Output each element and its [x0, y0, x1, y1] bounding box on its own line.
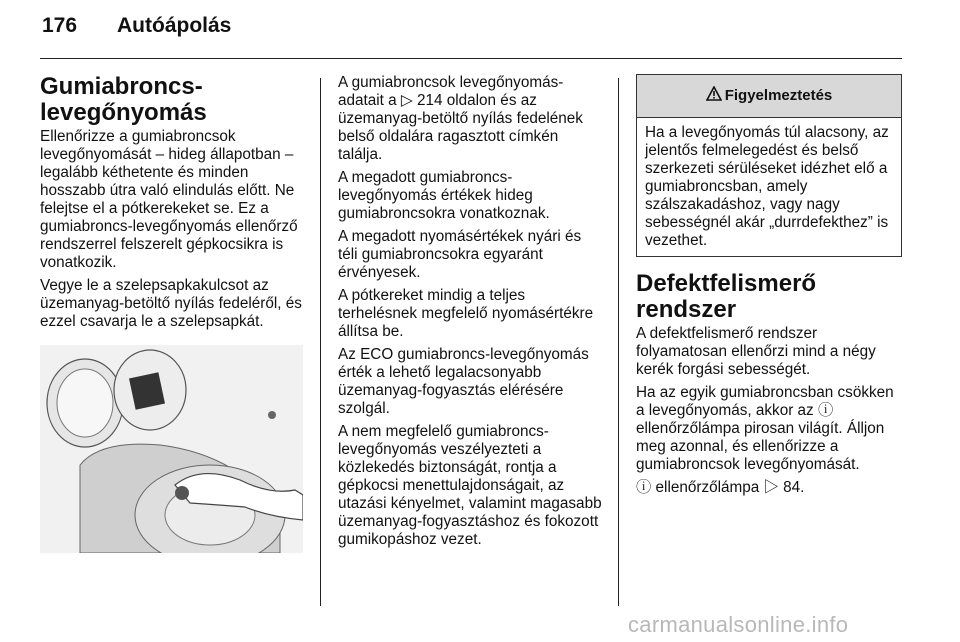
- paragraph: A gumiabroncsok levegőnyomás-adatait a ▷ 214 oldalon és az üzemanyag-betöltő nyílás fedelének belső oldalára ragasztott címkén találja.: [338, 74, 583, 163]
- column-divider: [320, 78, 321, 606]
- warning-text: Ha a levegőnyomás túl alacsony, az jelentős felmelegedést és belső szerkezeti sérüléseket idézhet elő a gumiabroncsban, amely szálszakadáshoz, vagy nagy sebességnél akár „durrdefekthez” is vezethet.: [645, 124, 889, 249]
- warning-header: [637, 75, 901, 118]
- column-divider: [618, 78, 619, 606]
- warning-box: [636, 74, 902, 257]
- warning-triangle-icon: [706, 86, 722, 106]
- watermark: carmanualsonline.info: [628, 612, 849, 637]
- paragraph: Ha az egyik gumiabroncsban csökken a levegőnyomás, akkor az ⓘ ellenőrzőlámpa pirosan világít. Álljon meg azonnal, és ellenőrizze a gumiabroncsok levegőnyomását.: [636, 384, 894, 473]
- header-rule: [40, 58, 902, 59]
- paragraph: Az ECO gumiabroncs-levegőnyomás érték a lehető legalacsonyabb üzemanyag-fogyasztás elérésére szolgál.: [338, 346, 589, 417]
- paragraph: Ellenőrizze a gumiabroncsok levegőnyomását – hideg állapotban – legalább kéthetente és minden hosszabb útra való elindulás előtt. Ne felejtse el a pótkerekeket se. Ez a gumiabroncs-levegőnyomás ellenőrző rendszerrel felszerelt gépkocsikra is vonatkozik.: [40, 128, 298, 271]
- column-1: [40, 74, 305, 553]
- paragraph: Vegye le a szelepsapkakulcsot az üzemanyag-betöltő nyílás fedeléről, és ezzel csavarja le a szelepsapkát.: [40, 277, 302, 330]
- warning-title: Figyelmeztetés: [724, 87, 833, 104]
- section-heading-tyre-pressure: Gumiabroncs- levegőnyomás: [40, 73, 207, 126]
- paragraph: ⓘ ellenőrzőlámpa ▷ 84.: [636, 479, 805, 496]
- column-2: [338, 74, 604, 554]
- valve-cap-illustration: [40, 345, 303, 553]
- paragraph: A megadott gumiabroncs-levegőnyomás értékek hideg gumiabroncsokra vonatkoznak.: [338, 169, 550, 222]
- page-number: 176: [42, 14, 78, 37]
- chapter-title: Autóápolás: [117, 14, 232, 37]
- section-heading-deflation-detection: Defektfelismerő rendszer: [636, 270, 817, 323]
- valve-cap-illustration-drawing: [40, 345, 303, 553]
- paragraph: A megadott nyomásértékek nyári és téli gumiabroncsokra egyaránt érvényesek.: [338, 228, 582, 281]
- paragraph: A pótkereket mindig a teljes terhelésnek megfelelő nyomásértékre állítsa be.: [338, 287, 594, 340]
- paragraph: A nem megfelelő gumiabroncs-levegőnyomás veszélyezteti a közlekedés biztonságát, rontja a gépkocsi menettulajdonságait, az utazási kényelmet, valamint magasabb üzemanyag-fogyasztáshoz és fokozott gumikopáshoz vezet.: [338, 423, 602, 548]
- paragraph: A defektfelismerő rendszer folyamatosan ellenőrzi mind a négy kerék forgási sebességét.: [636, 325, 876, 378]
- column-3: [636, 74, 902, 502]
